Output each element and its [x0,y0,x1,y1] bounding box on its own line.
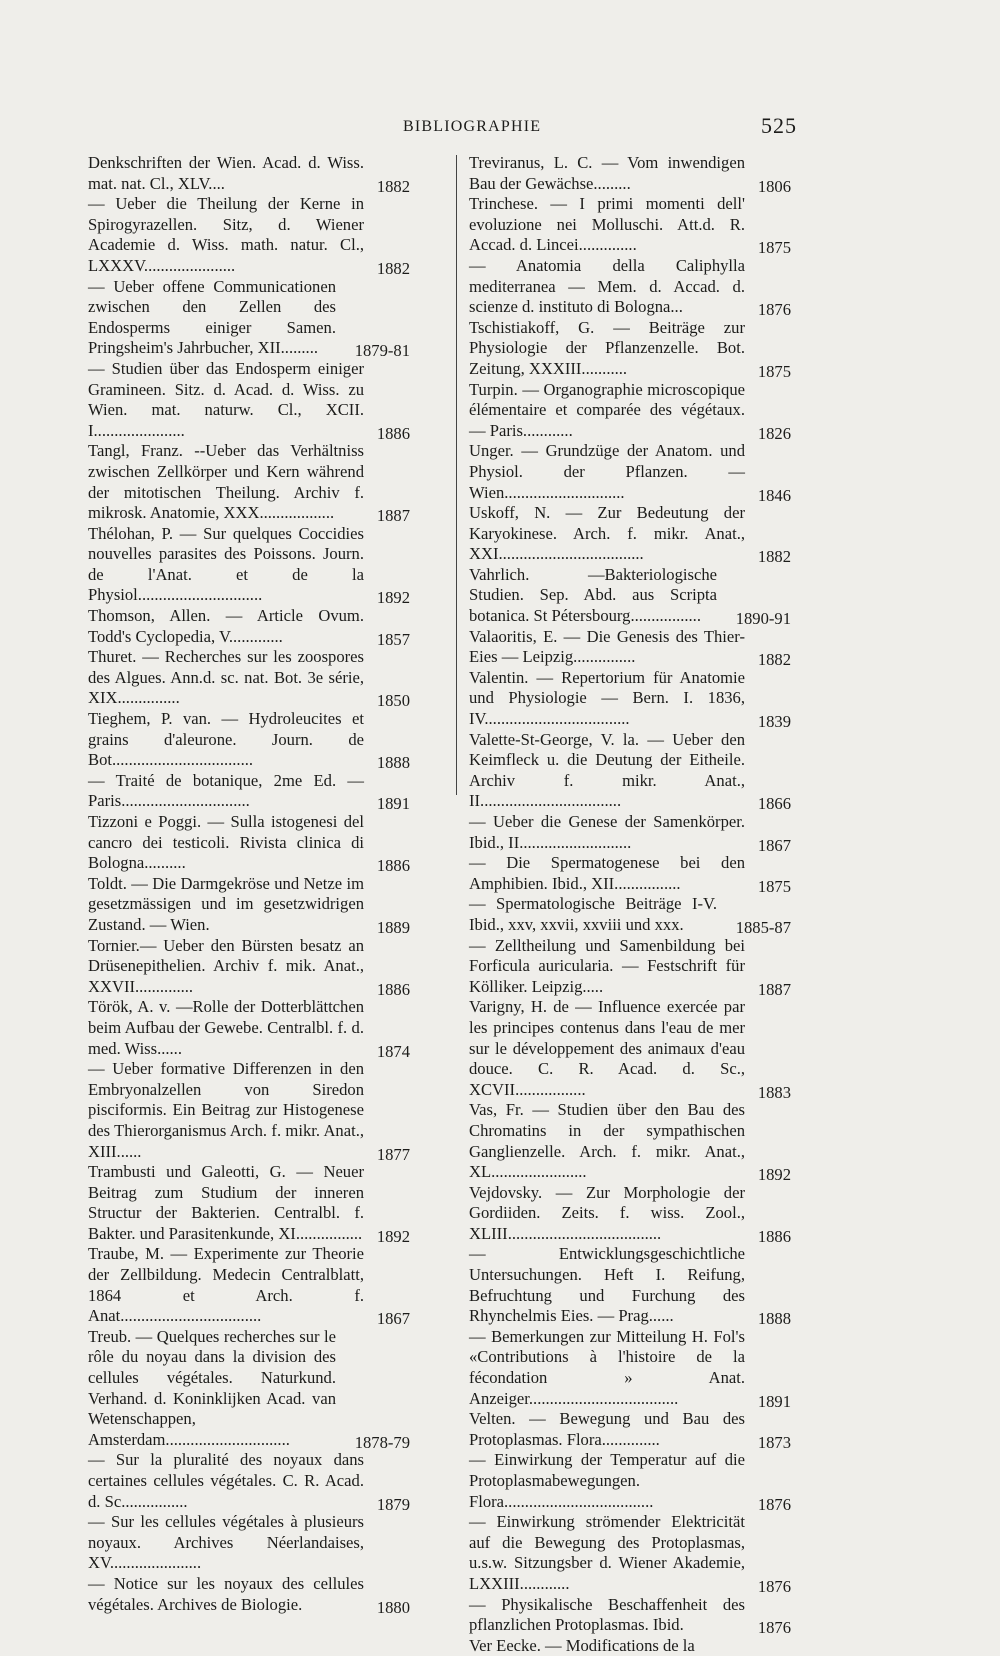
entry-text: — Ueber die Theilung der Kerne in Spirogyrazellen. Sitz, d. Wiener Academie d. Wiss. math. natur. Cl., LXXXV...................... [88,194,364,275]
entry-text: — Bemerkungen zur Mitteilung H. Fol's «Contributions à l'histoire de la fécondation » Anat. Anzeiger.................................... [469,1326,745,1408]
entry-year: 1874 [376,1041,410,1061]
entry-text: — Traité de botanique, 2me Ed. — Paris............................... [88,770,364,811]
entry-year: 1892 [757,1165,791,1185]
bibliography-entry [469,380,791,442]
entry-year: 1850 [376,691,410,711]
column-divider [456,155,457,795]
entry-text: — Einwirkung der Temperatur auf die Protoplasmabewegungen. Flora.................................... [469,1450,745,1511]
entry-text: Unger. — Grundzüge der Anatom. und Physiol. der Pflanzen. — Wien............................. [469,441,745,502]
entry-year: 1880 [376,1597,410,1617]
bibliography-entry [469,1183,791,1245]
running-head [0,113,1000,140]
entry-text: Tornier.— Ueber den Bürsten besatz an Drüsenepithelien. Archiv f. mik. Anat., XXVII.............. [88,935,364,996]
entry-year: 1839 [757,712,791,732]
entry-year: 1877 [376,1144,410,1164]
entry-year: 1887 [757,979,791,999]
entry-text: — Entwicklungsgeschichtliche Untersuchungen. Heft I. Reifung, Befruchtung und Furchung des Rhynchelmis Eies. — Prag...... [469,1244,745,1326]
entry-text: — Zelltheilung und Samenbildung bei Forficula auricularia. — Festschrift für Kölliker. Leipzig..... [469,935,745,996]
bibliography-entry [88,997,410,1059]
bibliography-entry [88,359,410,441]
bibliography-entry [88,1512,410,1574]
bibliography-entry [88,1574,410,1615]
entry-text: — Studien über das Endosperm einiger Gramineen. Sitz. d. Acad. d. Wiss. zu Wien. mat. naturw. Cl., XCII. I...................... [88,358,364,440]
entry-text: Thuret. — Recherches sur les zoospores des Algues. Ann.d. sc. nat. Bot. 3e série, XIX............... [88,647,364,708]
entry-year: 1892 [376,588,410,608]
entry-year: 1873 [757,1432,791,1452]
entry-text: — Ueber formative Differenzen in den Embryonalzellen von Siredon pisciformis. Ein Beitrag zur Histogenese des Thierorganismus Arch. f. mikr. Anat., XIII...... [88,1059,364,1161]
entry-year: 1867 [376,1309,410,1329]
entry-year: 1882 [757,650,791,670]
bibliography-entry [88,1450,410,1512]
entry-year: 1885-87 [735,917,791,937]
entry-year: 1806 [757,176,791,196]
bibliography-entry [469,153,791,194]
bibliography-entry [88,1244,410,1329]
left-column [88,153,410,1615]
bibliography-entry [469,894,791,935]
bibliography-entry [469,853,791,894]
bibliography-entry [469,812,791,853]
entry-text: Treub. — Quelques recherches sur le rôle du noyau dans la division des cellules végétales. Naturkund. Verhand. d. Koninklijken Acad. van Wetenschappen, Amsterdam.............................. [88,1326,336,1449]
entry-text: Treviranus, L. C. — Vom inwendigen Bau der Gewächse......... [469,153,745,193]
entry-year: 1891 [757,1391,791,1411]
entry-text: Vahrlich. —Bakteriologische Studien. Sep. Abd. aus Scripta botanica. St Pétersbourg................. [469,564,717,626]
entry-text: Velten. — Bewegung und Bau des Protoplasmas. Flora.............. [469,1409,745,1449]
bibliography-entry [469,730,791,812]
entry-year: 1882 [376,258,410,278]
entry-text: Trinchese. — I primi momenti dell' evoluzione nei Molluschi. Att.d. R. Accad. d. Lincei.............. [469,194,745,255]
bibliography-entry [469,194,791,256]
entry-year: 1867 [757,835,791,855]
entry-year: 1888 [376,753,410,773]
entry-year: 1887 [376,506,410,526]
entry-text: Tizzoni e Poggi. — Sulla istogenesi del cancro dei testicoli. Rivista clinica di Bologna.......... [88,812,364,873]
entry-text: Thélohan, P. — Sur quelques Coccidies nouvelles parasites des Poissons. Journ. de l'Anat. et de la Physiol.............................. [88,523,364,605]
right-column [469,153,791,1656]
bibliography-entry [469,256,791,318]
entry-text: Toldt. — Die Darmgekröse und Netze im gesetzmässigen und im gesetzwidrigen Zustand. — Wien. [88,873,364,934]
bibliography-entry [88,524,410,606]
bibliography-entry [88,771,410,812]
entry-year: 1883 [757,1082,791,1102]
entry-year: 1846 [757,485,791,505]
bibliography-entry [88,874,410,936]
entry-year: 1886 [757,1226,791,1246]
entry-text: — Ueber die Genese der Samenkörper. Ibid., II........................... [469,812,745,852]
entry-year: 1875 [757,238,791,258]
entry-year: 1876 [757,1618,791,1638]
entry-year: 1879 [376,1494,410,1514]
bibliography-entry [88,277,410,359]
entry-text: Varigny, H. de — Influence exercée par les principes contenus dans l'eau de mer sur le développement des animaux d'eau douce. C. R. Acad. d. Sc., XCVII................. [469,997,745,1099]
entry-year: 1891 [376,794,410,814]
entry-text: Denkschriften der Wien. Acad. d. Wiss. mat. nat. Cl., XLV.... [88,153,364,193]
entry-text: Valette-St-George, V. la. — Ueber den Keimfleck u. die Deutung der Eitheile. Archiv f. mikr. Anat., II.................................. [469,729,745,811]
entry-year: 1857 [376,629,410,649]
entry-text: Thomson, Allen. — Article Ovum. Todd's Cyclopedia, V............. [88,606,364,646]
bibliography-entry [88,647,410,709]
bibliography-entry [469,1409,791,1450]
entry-text: Turpin. — Organographie microscopique élémentaire et comparée des végétaux. — Paris............ [469,379,745,440]
entry-text: — Sur les cellules végétales à plusieurs noyaux. Archives Néerlandaises, XV...................... [88,1512,364,1573]
entry-text: Traube, M. — Experimente zur Theorie der Zellbildung. Medecin Centralblatt, 1864 et Arch. f. Anat.................................. [88,1244,364,1326]
bibliography-entry [88,194,410,276]
entry-text: — Die Spermatogenese bei den Amphibien. Ibid., XII................ [469,853,745,893]
entry-year: 1876 [757,300,791,320]
entry-text: Tangl, Franz. --Ueber das Verhältniss zwischen Zellkörper und Kern während der mitotischen Theilung. Archiv f. mikrosk. Anatomie, XXX.................. [88,441,364,523]
bibliography-entry [469,997,791,1100]
entry-text: — Sur la pluralité des noyaux dans certaines cellules végétales. C. R. Acad. d. Sc................ [88,1450,364,1511]
entry-year: 1876 [757,1576,791,1596]
entry-text: Uskoff, N. — Zur Bedeutung der Karyokinese. Arch. f. mikr. Anat., XXI................................... [469,503,745,564]
bibliography-entry [469,1244,791,1329]
bibliography-entry [469,318,791,380]
entry-text: — Physikalische Beschaffenheit des pflanzlichen Protoplasmas. Ibid. [469,1594,745,1635]
entry-year: 1879-81 [354,341,410,361]
entry-text: Ver Eecke. — Modifications de la [469,1635,695,1655]
entry-text: Vejdovsky. — Zur Morphologie der Gordiiden. Zeits. f. wiss. Zool., XLIII..................................... [469,1182,745,1243]
entry-text: — Einwirkung strömender Elektricität auf die Bewegung des Protoplasmas, u.s.w. Sitzungsber d. Wiener Akademie, LXXIII............ [469,1512,745,1593]
entry-year: 1878-79 [354,1432,410,1452]
entry-text: Tschistiakoff, G. — Beiträge zur Physiologie der Pflanzenzelle. Bot. Zeitung, XXXIII........... [469,317,745,378]
entry-year: 1882 [376,176,410,196]
bibliography-entry [88,441,410,526]
entry-year: 1826 [757,423,791,443]
entry-year: 1876 [757,1494,791,1514]
bibliography-entry [88,936,410,998]
bibliography-entry [469,1512,791,1594]
entry-text: — Notice sur les noyaux des cellules végétales. Archives de Biologie. [88,1573,364,1614]
entry-text: — Ueber offene Communicationen zwischen den Zellen des Endosperms einiger Samen. Pringsheim's Jahrbucher, XII......... [88,276,336,358]
bibliography-entry [469,1595,791,1636]
bibliography-entry [469,503,791,565]
bibliography-entry [88,1059,410,1162]
bibliography-entry [88,709,410,771]
entry-year: 1886 [376,423,410,443]
bibliography-entry [88,606,410,647]
bibliography-entry [469,668,791,730]
bibliography-entry [88,812,410,874]
bibliography-entry [469,441,791,503]
entry-year: 1875 [757,361,791,381]
bibliography-entry [88,153,410,194]
entry-year: 1882 [757,547,791,567]
bibliography-entry [88,1327,410,1451]
entry-text: Trambusti und Galeotti, G. — Neuer Beitrag zum Studium der inneren Structur der Bakterien. Centralbl. f. Bakter. und Parasitenkunde, XI................ [88,1162,364,1243]
running-head-title: BIBLIOGRAPHIE [403,118,542,135]
entry-text: Tieghem, P. van. — Hydroleucites et grains d'aleurone. Journ. de Bot.................................. [88,709,364,770]
entry-text: Valaoritis, E. — Die Genesis des Thier-Eies — Leipzig............... [469,626,745,667]
bibliography-entry [469,936,791,998]
entry-year: 1892 [376,1226,410,1246]
bibliography-entry [469,1636,791,1656]
entry-year: 1890-91 [735,609,791,629]
entry-year: 1886 [376,979,410,999]
bibliography-entry [88,1162,410,1244]
entry-text: — Anatomia della Caliphylla mediterranea — Mem. d. Accad. d. scienze d. instituto di Bologna... [469,255,745,317]
bibliography-entry [469,627,791,668]
entry-text: Vas, Fr. — Studien über den Bau des Chromatins in der sympathischen Ganglienzelle. Arch. f. mikr. Anat., XL....................... [469,1100,745,1182]
bibliography-entry [469,1327,791,1409]
bibliography-entry [469,565,791,627]
entry-year: 1889 [376,917,410,937]
page-number: 525 [761,113,797,138]
entry-year: 1866 [757,794,791,814]
bibliography-entry [469,1100,791,1185]
entry-text: Valentin. — Repertorium für Anatomie und Physiologie — Bern. I. 1836, IV................................... [469,667,745,729]
bibliography-entry [469,1450,791,1512]
entry-year: 1875 [757,876,791,896]
entry-year: 1888 [757,1309,791,1329]
entry-year: 1886 [376,856,410,876]
entry-text: Török, A. v. —Rolle der Dotterblättchen beim Aufbau der Gewebe. Centralbl. f. d. med. Wiss...... [88,997,364,1058]
entry-text: — Spermatologische Beiträge I-V. Ibid., xxv, xxvii, xxviii und xxx. [469,894,717,934]
